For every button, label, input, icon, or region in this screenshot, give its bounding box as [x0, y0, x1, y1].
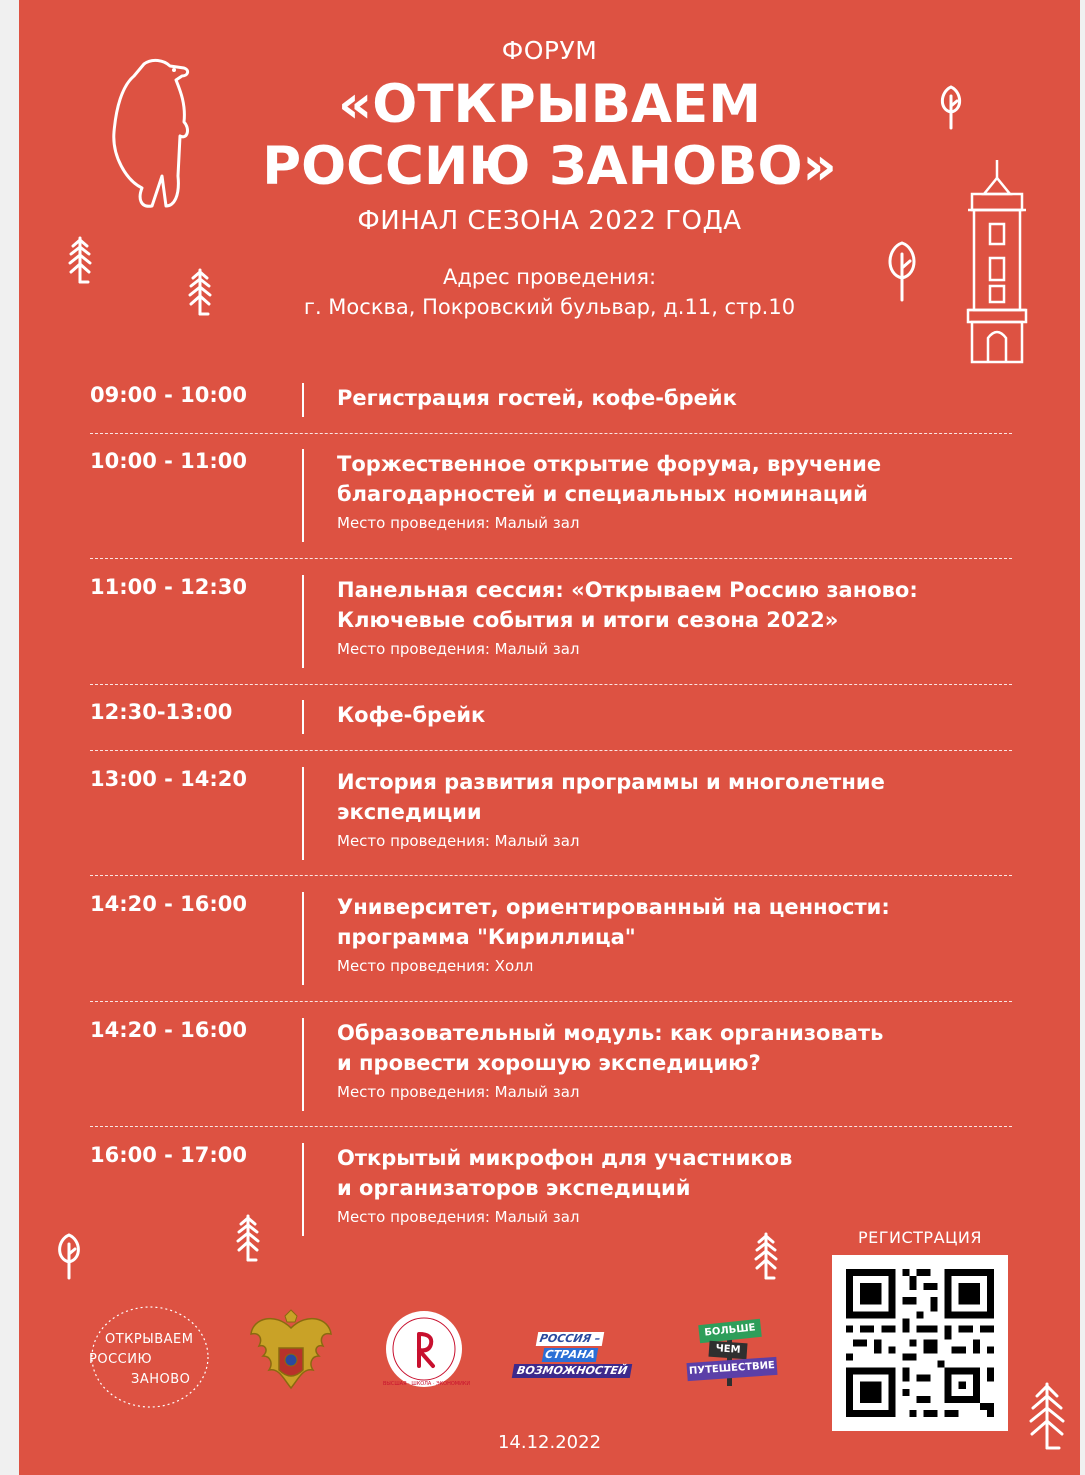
divider: [302, 1018, 304, 1111]
event-title: Образовательный модуль: как организовать: [337, 1021, 884, 1045]
address-text: г. Москва, Покровский бульвар, д.11, стр.10: [303, 295, 796, 319]
event-title: Кофе-брейк: [337, 703, 486, 727]
forum-label: ФОРУМ: [501, 36, 598, 65]
event-place: Место проведения: Малый зал: [337, 640, 580, 658]
coat-of-arms-icon: [245, 1308, 337, 1400]
schedule-time: 14:20 - 16:00: [90, 1018, 248, 1042]
schedule-time: 09:00 - 10:00: [90, 383, 248, 407]
rsv-logo: [511, 1332, 633, 1380]
row-separator: [90, 875, 1012, 876]
schedule-event: [337, 892, 997, 976]
event-title: Панельная сессия: «Открываем Россию заново:: [337, 578, 918, 602]
divider: [302, 892, 304, 985]
row-separator: [90, 684, 1012, 685]
schedule-event: [337, 449, 997, 533]
row-separator: [90, 1001, 1012, 1002]
hse-logo-graphic: [383, 1308, 471, 1390]
row-separator: [90, 750, 1012, 751]
schedule-event: [337, 1018, 997, 1102]
event-place: Место проведения: Малый зал: [337, 1208, 580, 1226]
divider: [302, 767, 304, 860]
event-title-line2: и организаторов экспедиций: [337, 1176, 691, 1200]
event-place: Место проведения: Холл: [337, 957, 534, 975]
event-place: Место проведения: Малый зал: [337, 832, 580, 850]
event-title-line2: экспедиции: [337, 800, 482, 824]
fir-icon: [235, 1214, 261, 1262]
schedule-time: 10:00 - 11:00: [90, 449, 248, 473]
page-title: [19, 74, 1080, 198]
title-line-1: «ОТКРЫВАЕМ: [338, 74, 761, 135]
divider: [302, 700, 304, 734]
schedule-event: [337, 1143, 997, 1227]
bcp-logo-line3: ПУТЕШЕСТВИЕ: [686, 1357, 777, 1381]
event-place: Место проведения: Малый зал: [337, 514, 580, 532]
schedule-event: [337, 575, 997, 659]
hse-logo: [383, 1308, 471, 1390]
event-title: История развития программы и многолетние: [337, 770, 885, 794]
divider: [302, 449, 304, 542]
event-title-line2: и провести хорошую экспедицию?: [337, 1051, 761, 1075]
event-date: 14.12.2022: [497, 1432, 602, 1453]
schedule-event: [337, 767, 997, 851]
rsv-logo-line1: РОССИЯ –: [536, 1332, 604, 1346]
row-separator: [90, 558, 1012, 559]
orz-logo: [83, 1302, 217, 1412]
orz-logo-line3: ЗАНОВО: [131, 1372, 191, 1387]
schedule-time: 11:00 - 12:30: [90, 575, 248, 599]
hse-logo-text: ВЫСШАЯ · ШКОЛА · ЭКОНОМИКИ: [383, 1381, 471, 1387]
season-subtitle: ФИНАЛ СЕЗОНА 2022 ГОДА: [357, 206, 742, 236]
divider: [302, 1143, 304, 1236]
tree-icon: [53, 1232, 85, 1280]
event-place: Место проведения: Малый зал: [337, 1083, 580, 1101]
event-title-line2: Ключевые события и итоги сезона 2022»: [337, 608, 839, 632]
schedule-time: 14:20 - 16:00: [90, 892, 248, 916]
title-line-2: РОССИЮ ЗАНОВО»: [262, 136, 837, 197]
registration-qr-code[interactable]: [832, 1255, 1008, 1431]
address-label: Адрес проведения:: [442, 265, 657, 289]
fir-icon: [753, 1232, 779, 1280]
event-title: Университет, ориентированный на ценности:: [337, 895, 890, 919]
schedule-time: 12:30-13:00: [90, 700, 233, 724]
rsv-logo-line2: СТРАНА: [542, 1348, 598, 1362]
event-title-line2: благодарностей и специальных номинаций: [337, 482, 868, 506]
bcp-logo-line2: ЧЕМ: [708, 1341, 747, 1360]
orz-logo-line2: РОССИЮ: [89, 1352, 152, 1367]
event-title-line2: программа "Кириллица": [337, 925, 636, 949]
row-separator: [90, 433, 1012, 434]
schedule-time: 13:00 - 14:20: [90, 767, 248, 791]
orz-logo-line1: ОТКРЫВАЕМ: [105, 1332, 194, 1347]
bcp-logo: [683, 1316, 779, 1388]
qr-code-icon: [832, 1255, 1008, 1431]
schedule-event: [337, 383, 997, 413]
schedule-event: [337, 700, 997, 730]
row-separator: [90, 1126, 1012, 1127]
event-title: Торжественное открытие форума, вручение: [337, 452, 882, 476]
schedule-time: 16:00 - 17:00: [90, 1143, 248, 1167]
bcp-logo-line1: БОЛЬШЕ: [698, 1319, 762, 1343]
address-block: [19, 262, 1080, 322]
rsv-logo-line3: ВОЗМОЖНОСТЕЙ: [512, 1364, 632, 1378]
divider: [302, 575, 304, 668]
registration-label: РЕГИСТРАЦИЯ: [857, 1228, 983, 1247]
divider: [302, 383, 304, 417]
event-poster: [19, 0, 1080, 1475]
event-title: Регистрация гостей, кофе-брейк: [337, 386, 737, 410]
event-title: Открытый микрофон для участников: [337, 1146, 793, 1170]
